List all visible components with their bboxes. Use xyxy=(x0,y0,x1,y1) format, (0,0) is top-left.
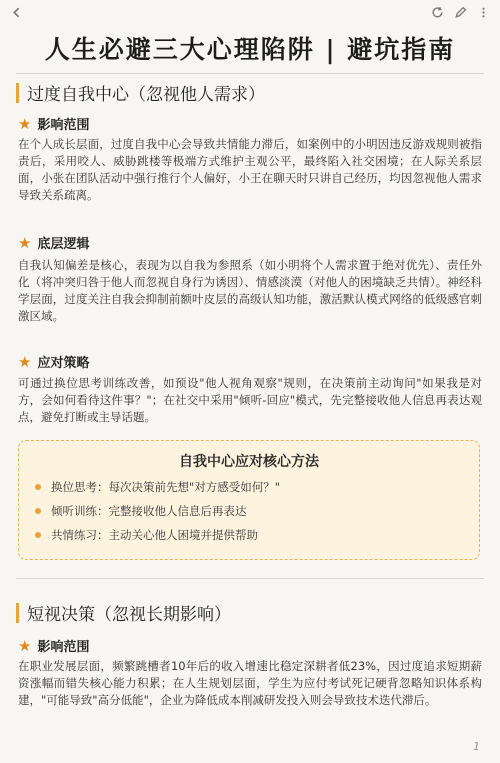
subheading-logic xyxy=(18,233,89,252)
paragraph-impact: 在个人成长层面，过度自我中心会导致共情能力滞后，如案例中的小明因违反游戏规则被指责后，采用咬人、威胁跳楼等极端方式维护主观公平，最终陷入社交困境；在人际关系层面，小张在团队活动中强行推行个人偏好，小王在聊天时只讲自己经历，均因忽视他人需求导致关系疏离。 xyxy=(18,137,482,202)
section-accent-bar xyxy=(16,603,19,623)
list-item-text: 换位思考：每次决策前先想"对方感受如何？" xyxy=(51,480,281,494)
section-divider xyxy=(16,578,484,579)
subheading-strategy xyxy=(18,352,89,371)
star-icon: ★ xyxy=(18,114,32,133)
section-title: 过度自我中心（忽视他人需求） xyxy=(27,85,265,105)
page-number: 1 xyxy=(473,740,480,753)
page-title: 人生必避三大心理陷阱 | 避坑指南 xyxy=(44,35,456,64)
star-icon: ★ xyxy=(18,233,32,252)
bullet-dot-icon xyxy=(35,532,41,538)
paragraph-impact: 在职业发展层面，频繁跳槽者10年后的收入增速比稳定深耕者低23%，因过度追求短期薪资涨幅而错失核心能力积累；在人生规划层面，学生为应付考试死记硬背忽略知识体系构建，"可能导致"高分低能"，企业为降低成本削减研发投入则会导致技术迭代滞后。 xyxy=(18,659,482,707)
subheading-label: 影响范围 xyxy=(37,640,90,655)
section-accent-bar xyxy=(16,83,19,103)
list-item xyxy=(35,479,280,495)
star-icon: ★ xyxy=(18,352,32,371)
list-item xyxy=(35,503,247,519)
paragraph-logic: 自我认知偏差是核心，表现为以自我为参照系（如小明将个人需求置于绝对优先）、责任外化（将冲突归咎于他人而忽视自身行为诱因）、情感淡漠（对他人的困境缺乏共情）。神经科学层面，过度关注自我会抑制前额叶皮层的高级认知功能，激活默认模式网络的低级感官刺激区域。 xyxy=(18,258,482,323)
refresh-icon[interactable] xyxy=(431,6,444,19)
edit-icon[interactable] xyxy=(454,6,467,19)
top-toolbar xyxy=(0,0,500,24)
method-callout-box xyxy=(18,440,480,560)
back-icon[interactable] xyxy=(10,6,23,19)
title-divider xyxy=(16,73,484,74)
callout-title: 自我中心应对核心方法 xyxy=(179,454,319,470)
subheading-label: 应对策略 xyxy=(37,356,90,371)
section-header-self-centered xyxy=(16,80,265,105)
bullet-dot-icon xyxy=(35,484,41,490)
list-item-text: 共情练习：主动关心他人困境并提供帮助 xyxy=(51,528,258,542)
star-icon: ★ xyxy=(18,636,32,655)
section-title: 短视决策（忽视长期影响） xyxy=(27,605,231,625)
subheading-label: 影响范围 xyxy=(37,118,90,133)
bullet-dot-icon xyxy=(35,508,41,514)
section-header-short-sighted xyxy=(16,600,231,625)
subheading-impact xyxy=(18,114,89,133)
subheading-label: 底层逻辑 xyxy=(37,237,90,252)
paragraph-strategy: 可通过换位思考训练改善，如预设"他人视角观察"规则，在决策前主动询问"如果我是对方，会如何看待这件事？"；在社交中采用"倾听-回应"模式，先完整接收他人信息再表达观点，避免打断或主导话题。 xyxy=(18,376,482,424)
list-item-text: 倾听训练：完整接收他人信息后再表达 xyxy=(51,504,247,518)
subheading-impact xyxy=(18,636,89,655)
list-item xyxy=(35,527,258,543)
more-icon[interactable] xyxy=(477,6,490,19)
